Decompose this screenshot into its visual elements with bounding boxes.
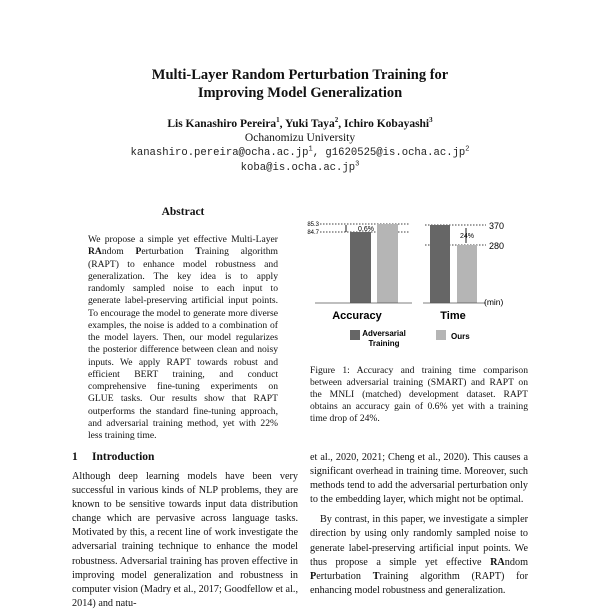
section-title: Introduction [92,451,155,463]
author-2-sup: 2 [334,116,339,125]
title-line-2: Improving Model Generalization [197,85,403,101]
accuracy-tick-label: 84.7 [307,230,319,236]
legend-label-adversarial-1: Adversarial [362,329,406,338]
figure-1-chart [307,212,530,352]
para-bold: RA [490,556,505,568]
accuracy-tick-label: 85.3 [307,222,319,228]
author-1: Lis Kanashiro Pereira [167,118,277,130]
affiliation: Ochanomizu University [244,132,356,144]
legend-swatch-ours [436,330,446,340]
chart-legend [350,329,470,348]
para-bold: P [310,570,317,582]
intro-right-paragraph-1: et al., 2020, 2021; Cheng et al., 2020). This causes a significant overhead in training time. Moreover, such methods tend to add the adversarial perturbation only to the embedding layer, which might not be optimal. [310,452,528,506]
author-sep: , [338,118,345,130]
author-3-sup: 3 [429,116,433,125]
legend-label-adversarial-2: Training [368,339,400,348]
abstract-bold: T [195,246,202,258]
para-text: erturbation [316,570,373,582]
abstract-text: raining algorithm (RAPT) to enhance model robustness and generalization. The key idea is to apply randomly sampled noise to each input to generate label-preserving artificial input points. To encourage the model to generate more diverse examples, the noise is added to a combination of the model layers. Then, our model regularizes the posterior difference between clean and noisy inputs. We apply RAPT towards robust and efficient BERT training, and conduct comprehensive fine-tuning experiments on GLUE tasks. Our results show that RAPT outperforms the standard fine-tuning approach, and adversarial training method, yet with 22% less training time. [88,246,278,441]
email-1-sup: 1 [308,145,313,154]
para-text: raining algorithm (RAPT) for enhancing model robustness and generalization. [310,570,528,596]
time-tick-label: 370 [489,221,505,231]
time-unit-label: (min) [484,297,504,307]
author-2: Yuki Taya [285,118,335,130]
legend-swatch-adversarial [350,330,360,340]
abstract-body [88,234,278,442]
author-3: Ichiro Kobayashi [344,118,430,130]
abstract-text: erturbation [141,246,196,258]
email-3-sup: 3 [355,160,360,169]
email-sep: , [312,147,326,159]
time-bar-adversarial [430,225,450,303]
abstract-heading: Abstract [161,206,205,218]
abstract-bold: P [135,246,142,258]
intro-right-paragraph-2 [310,513,528,598]
time-axis-label: Time [440,310,466,322]
intro-left-column [72,470,298,611]
time-panel [423,221,504,322]
accuracy-panel [307,222,412,322]
accuracy-bar-adversarial [350,232,371,303]
legend-label-ours: Ours [451,332,470,341]
time-tick-label: 280 [489,241,505,251]
para-text: By contrast, in this paper, we investigate a simpler direction by using only randomly sampled noise to generate label-preserving artificial input points. We thus propose a simple yet effective [310,514,528,568]
abstract-text: We propose a simple yet effective Multi-Layer [88,234,278,245]
section-heading [72,451,154,463]
email-1: kanashiro.pereira@ocha.ac.jp [130,147,309,159]
email-3: koba@is.ocha.ac.jp [240,162,356,174]
para-bold: T [372,570,380,582]
author-list [0,117,600,131]
abstract-text: ndom [101,246,136,258]
intro-paragraph: Although deep learning models have been very successful in various kinds of NLP problems, they are known to be sensitive towards input data distribution change which are pervasive across language tasks. Motivated by this, a recent line of work investigate the adversarial training technique to enhance the model robustness. Adversarial training has proven effective in improving model generalization and robustness in computer vision (Madry et al., 2017; Goodfellow et al., 2014) and natu- [72,471,298,609]
email-line-1 [0,146,600,160]
author-sep: , [279,118,285,130]
time-bar-ours [457,245,477,303]
accuracy-gain-label: 0.6% [358,226,374,233]
author-1-sup: 1 [276,116,280,125]
email-line-2 [0,161,600,175]
figure-caption [310,365,528,425]
email-2-sup: 2 [465,145,470,154]
accuracy-axis-label: Accuracy [332,310,382,322]
email-2: g1620525@is.ocha.ac.jp [325,147,466,159]
para-text: ndom [504,556,528,568]
title-line-1: Multi-Layer Random Perturbation Training for [151,67,449,83]
figure-caption-text: Figure 1: Accuracy and training time comparison between adversarial training (SMART) and RAPT on the MNLI (matched) development dataset. RAPT obtains an accuracy gain of 0.6% yet with a training time drop of 24%. [310,365,528,425]
abstract-bold: RA [88,246,102,258]
section-number: 1 [72,451,78,463]
paper-title [0,66,600,102]
accuracy-bar-ours [377,224,398,303]
intro-right-column [310,451,528,598]
time-drop-label: 24% [459,233,475,240]
